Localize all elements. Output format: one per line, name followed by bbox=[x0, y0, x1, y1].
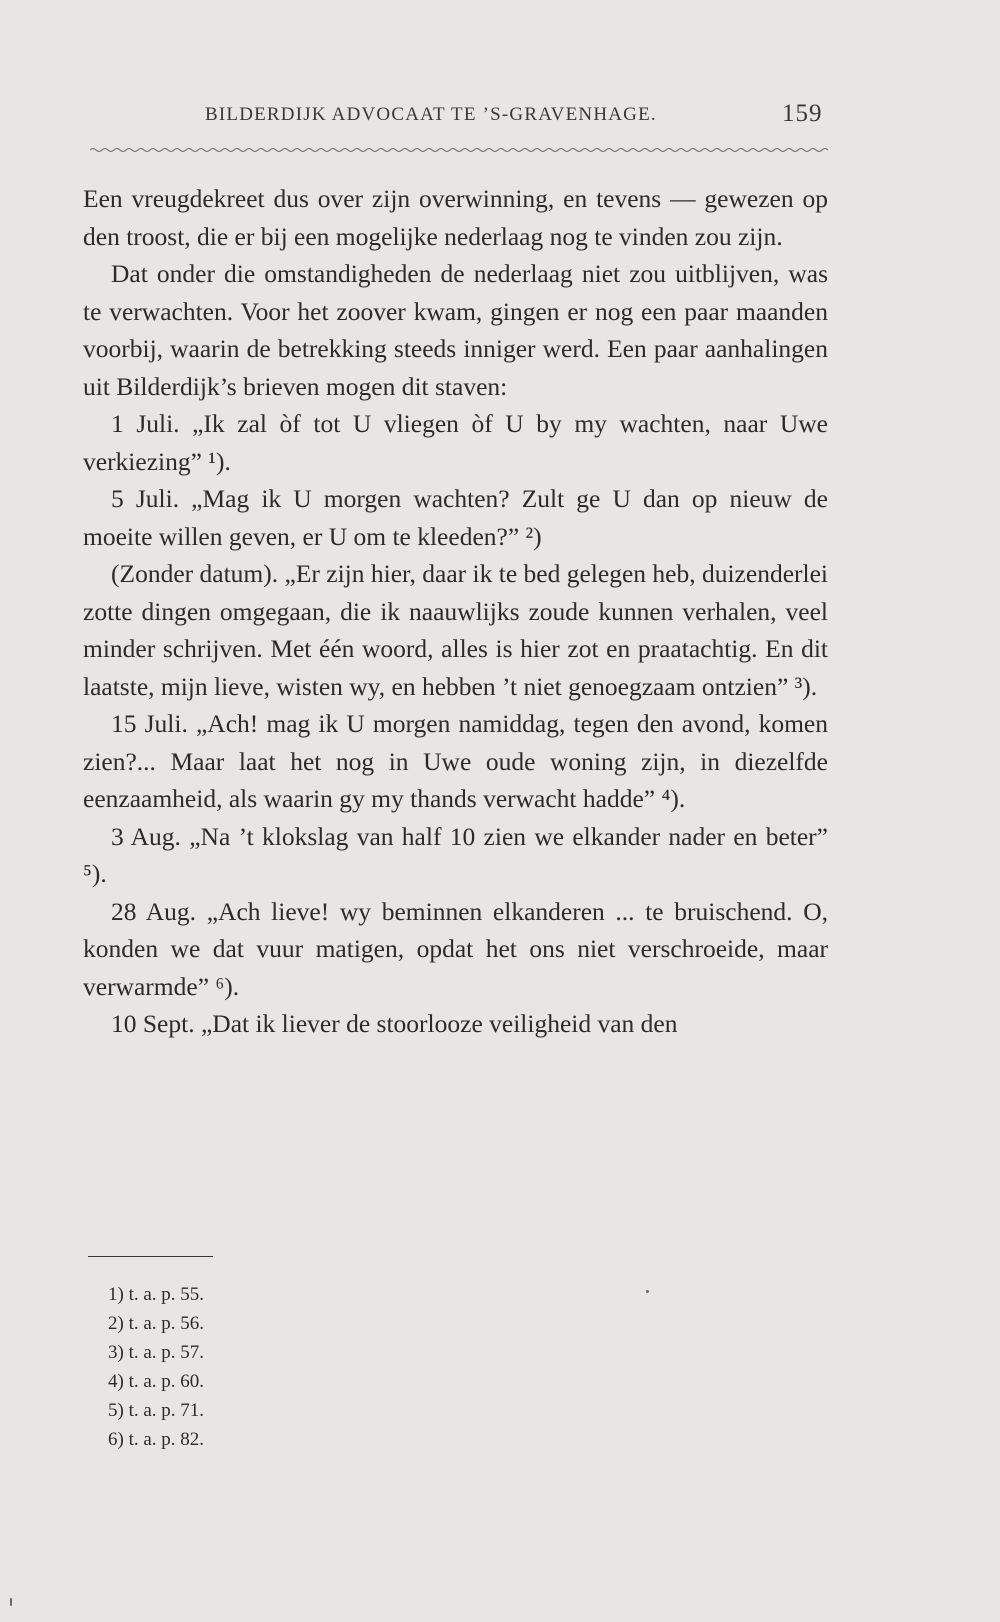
paragraph: 28 Aug. „Ach lieve! wy beminnen elkanderen ... te bruischend. O, konden we dat vuur matigen, opdat het ons niet verschroeide, maar verwarmde” ⁶). bbox=[83, 896, 828, 1001]
paper-speck bbox=[10, 1598, 12, 1606]
paragraph: 1 Juli. „Ik zal òf tot U vliegen òf U by my wachten, naar Uwe verkiezing” ¹). bbox=[83, 409, 828, 476]
paper-speck bbox=[646, 1290, 649, 1293]
wavy-rule-ornament bbox=[90, 146, 830, 154]
paragraph: 10 Sept. „Dat ik liever de stoorlooze veiligheid van den bbox=[111, 1009, 678, 1038]
paragraph: (Zonder datum). „Er zijn hier, daar ik te bed gelegen heb, duizenderlei zotte dingen omgegaan, die ik naauwlijks zoude kunnen verhalen, veel minder schrijven. Met één woord, alles is hier zot en praatachtig. En dit laatste, mijn lieve, wisten wy, en hebben ’t niet genoegzaam ontzien” ³). bbox=[83, 559, 828, 701]
footnote: 3) t. a. p. 57. bbox=[108, 1342, 205, 1363]
footnotes bbox=[108, 1280, 204, 1454]
footnote: 2) t. a. p. 56. bbox=[108, 1313, 205, 1334]
footnote-divider bbox=[88, 1256, 213, 1257]
footnote: 6) t. a. p. 82. bbox=[108, 1429, 205, 1450]
footnote: 4) t. a. p. 60. bbox=[108, 1371, 205, 1392]
paragraph: 15 Juli. „Ach! mag ik U morgen namiddag, tegen den avond, komen zien?... Maar laat het nog in Uwe oude woning zijn, in diezelfde eenzaamheid, als waarin gy my thands verwacht hadde” ⁴). bbox=[83, 709, 828, 813]
page-number: 159 bbox=[782, 100, 823, 127]
body-text bbox=[83, 180, 828, 1043]
paragraph: Een vreugdekreet dus over zijn overwinning, en tevens — gewezen op den troost, die er bij een mogelijke nederlaag nog te vinden zou zijn. bbox=[83, 184, 828, 251]
paragraph: 3 Aug. „Na ’t klokslag van half 10 zien we elkander nader en beter” ⁵). bbox=[83, 821, 828, 888]
footnote: 1) t. a. p. 55. bbox=[108, 1284, 205, 1305]
paragraph: Dat onder die omstandigheden de nederlaag niet zou uitblijven, was te verwachten. Voor het zoover kwam, gingen er nog een paar maanden voorbij, waarin de betrekking steeds inniger werd. Een paar aanhalingen uit Bilderdijk’s brieven mogen dit staven: bbox=[83, 259, 828, 401]
running-title: BILDERDIJK ADVOCAAT TE ’S-GRAVENHAGE. bbox=[205, 104, 657, 125]
paragraph: 5 Juli. „Mag ik U morgen wachten? Zult ge U dan op nieuw de moeite willen geven, er U om te kleeden?” ²) bbox=[83, 484, 828, 551]
footnote: 5) t. a. p. 71. bbox=[108, 1400, 205, 1421]
